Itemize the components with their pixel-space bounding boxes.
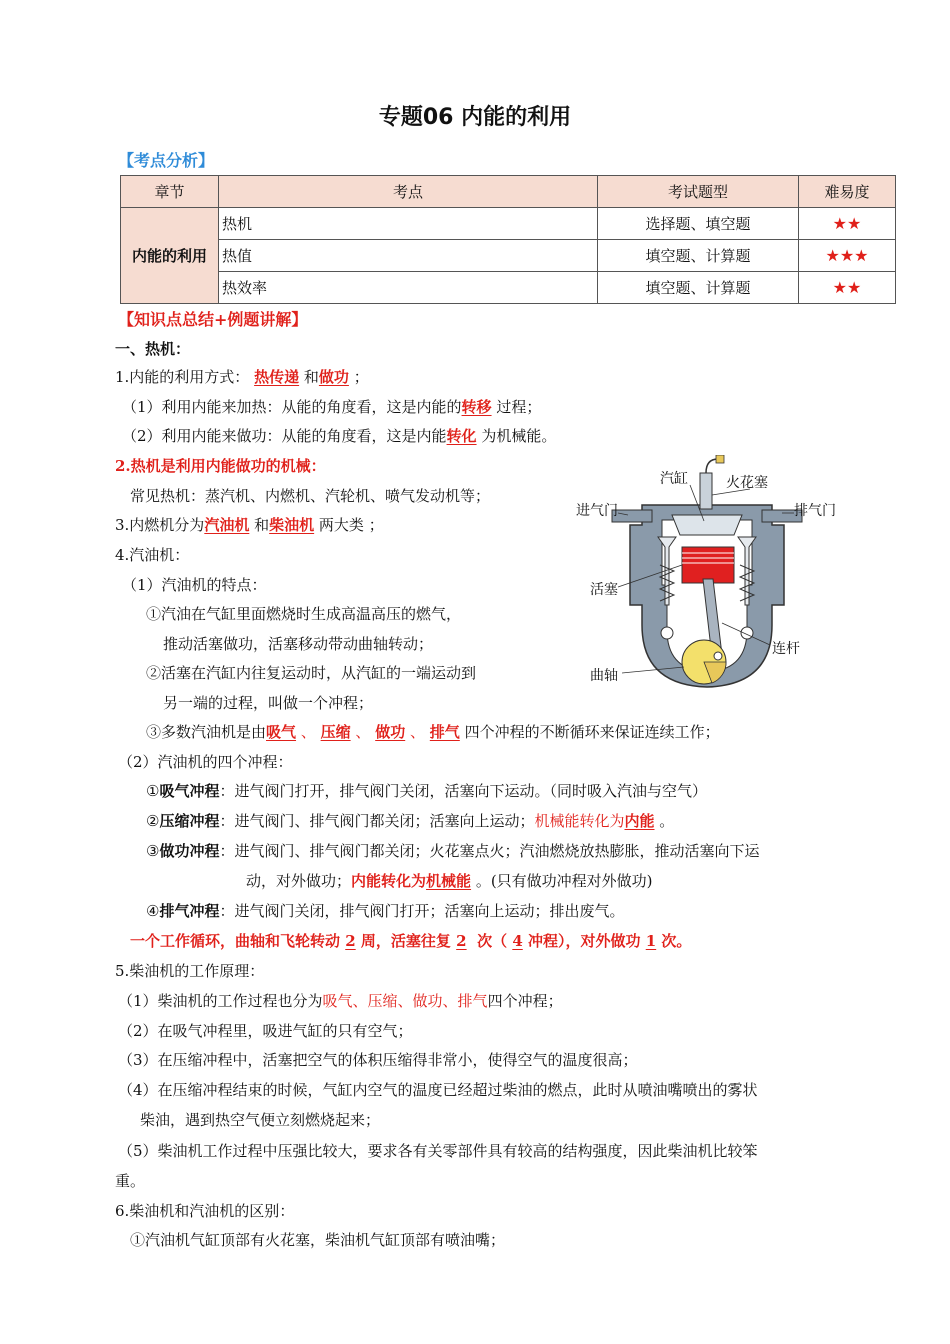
label-connecting-rod: 连杆 xyxy=(772,641,800,657)
piston xyxy=(682,547,734,583)
text-line: 另一端的过程，叫做一个冲程； xyxy=(163,694,374,712)
text-line: 6.柴油机和汽油机的区别： xyxy=(115,1202,295,1220)
answer-blank: 2 xyxy=(456,932,467,950)
table-row xyxy=(121,240,896,272)
answer-blank: 4 xyxy=(512,932,523,950)
difficulty-stars: ★★ xyxy=(799,208,896,240)
header-type: 考试题型 xyxy=(598,176,799,208)
table-header-row xyxy=(121,176,896,208)
header-point: 考点 xyxy=(219,176,598,208)
text-line: ③多数汽油机是由吸气 、 压缩 、 做功 、 排气 四个冲程的不断循环来保证连续工作； xyxy=(146,723,720,741)
answer-blank: 做功 xyxy=(375,723,406,741)
answer-blank: 压缩 xyxy=(320,723,351,741)
text-line: （1）利用内能来加热：从能的角度看，这是内能的转移 过程； xyxy=(122,398,542,416)
answer-blank: 柴油机 xyxy=(269,516,315,534)
label-piston: 活塞 xyxy=(590,582,618,598)
text-line: 动，对外做功；内能转化为机械能 。(只有做功冲程对外做功) xyxy=(246,872,653,890)
difficulty-stars: ★★★ xyxy=(799,240,896,272)
intake-cam xyxy=(661,627,673,639)
type-cell: 选择题、填空题 xyxy=(598,208,799,240)
text-line: （2）在吸气冲程里，吸进气缸的只有空气； xyxy=(118,1022,413,1040)
text-line: 1.内能的利用方式： 热传递 和做功 ； xyxy=(115,368,369,386)
label-crankshaft: 曲轴 xyxy=(590,668,618,684)
text-line: 5.柴油机的工作原理： xyxy=(115,962,265,980)
point-cell: 热机 xyxy=(219,208,598,240)
intake-port xyxy=(612,510,652,522)
engine-diagram xyxy=(572,455,842,705)
answer-blank: 1 xyxy=(645,932,657,950)
answer-blank: 2 xyxy=(345,932,356,950)
text-line: （2）汽油机的四个冲程： xyxy=(118,753,293,771)
text-line: 2.热机是利用内能做功的机械： xyxy=(115,457,326,475)
text-line: ②压缩冲程：进气阀门、排气阀门都关闭；活塞向上运动；机械能转化为内能 。 xyxy=(146,812,675,830)
text-line: （2）利用内能来做功：从能的角度看，这是内能转化 为机械能。 xyxy=(122,427,557,445)
answer-blank: 排气 xyxy=(429,723,460,741)
difficulty-stars: ★★ xyxy=(799,272,896,304)
text-line: 3.内燃机分为汽油机 和柴油机 两大类 ； xyxy=(115,516,384,534)
answer-blank: 汽油机 xyxy=(204,516,250,534)
chapter-cell: 内能的利用 xyxy=(121,208,219,304)
analysis-heading: 【考点分析】 xyxy=(118,151,215,170)
label-cylinder: 汽缸 xyxy=(660,471,688,487)
header-difficulty: 难易度 xyxy=(799,176,896,208)
answer-blank: 热传递 xyxy=(254,368,300,386)
crank-pin xyxy=(714,652,722,660)
summary-heading: 【知识点总结+例题讲解】 xyxy=(118,310,308,329)
text-line: 柴油，遇到热空气便立刻燃烧起来； xyxy=(140,1111,381,1129)
text-line: （3）在压缩冲程中，活塞把空气的体积压缩得非常小，使得空气的温度很高； xyxy=(118,1051,638,1069)
table-row xyxy=(121,208,896,240)
text-line: （1）柴油机的工作过程也分为吸气、压缩、做功、排气四个冲程； xyxy=(118,992,563,1010)
text-line: ①吸气冲程：进气阀门打开，排气阀门关闭，活塞向下运动。（同时吸入汽油与空气） xyxy=(146,782,707,800)
label-exhaust-valve: 排气门 xyxy=(794,503,836,519)
exhaust-cam xyxy=(741,627,753,639)
spark-plug-cap xyxy=(716,455,724,463)
analysis-table xyxy=(120,175,896,304)
label-spark-plug: 火花塞 xyxy=(726,475,768,491)
spark-plug xyxy=(700,473,712,509)
combustion-chamber xyxy=(672,515,742,535)
type-cell: 填空题、计算题 xyxy=(598,272,799,304)
answer-blank: 内能 xyxy=(624,812,655,830)
text-line: （1）汽油机的特点： xyxy=(122,576,267,594)
text-line: ②活塞在汽缸内往复运动时，从汽缸的一端运动到 xyxy=(146,664,477,682)
text-line: 常见热机：蒸汽机、内燃机、汽轮机、喷气发动机等； xyxy=(130,487,491,505)
answer-blank: 转化 xyxy=(446,427,477,445)
page-title: 专题06 内能的利用 xyxy=(378,105,572,130)
text-line: （4）在压缩冲程结束的时候，气缸内空气的温度已经超过柴油的燃点，此时从喷油嘴喷出的雾状 xyxy=(118,1081,758,1099)
header-chapter: 章节 xyxy=(121,176,219,208)
text-line: ④排气冲程：进气阀门关闭，排气阀门打开；活塞向上运动；排出废气。 xyxy=(146,902,625,920)
point-cell: 热值 xyxy=(219,240,598,272)
table-row xyxy=(121,272,896,304)
answer-blank: 转移 xyxy=(461,398,492,416)
text-line: 重。 xyxy=(115,1172,146,1190)
text-line: ①汽油在气缸里面燃烧时生成高温高压的燃气， xyxy=(146,605,462,623)
answer-blank: 机械能 xyxy=(426,872,472,890)
text-line: 推动活塞做功，活塞移动带动曲轴转动； xyxy=(163,635,434,653)
text-line: （5）柴油机工作过程中压强比较大，要求各有关零部件具有较高的结构强度，因此柴油机比较笨 xyxy=(118,1142,758,1160)
section-heading: 一、热机： xyxy=(115,340,191,358)
answer-blank: 吸气 xyxy=(266,723,297,741)
text-line: 4.汽油机： xyxy=(115,546,190,564)
text-line: ③做功冲程：进气阀门、排气阀门都关闭；火花塞点火；汽油燃烧放热膨胀，推动活塞向下运 xyxy=(146,842,760,860)
answer-blank: 做功 xyxy=(318,368,349,386)
label-intake-valve: 进气门 xyxy=(576,503,618,519)
point-cell: 热效率 xyxy=(219,272,598,304)
text-line: 一个工作循环，曲轴和飞轮转动 2 周，活塞往复 2 次（ 4 冲程），对外做功 1 次。 xyxy=(130,932,692,950)
text-line: ①汽油机气缸顶部有火花塞，柴油机气缸顶部有喷油嘴； xyxy=(130,1231,506,1249)
type-cell: 填空题、计算题 xyxy=(598,240,799,272)
